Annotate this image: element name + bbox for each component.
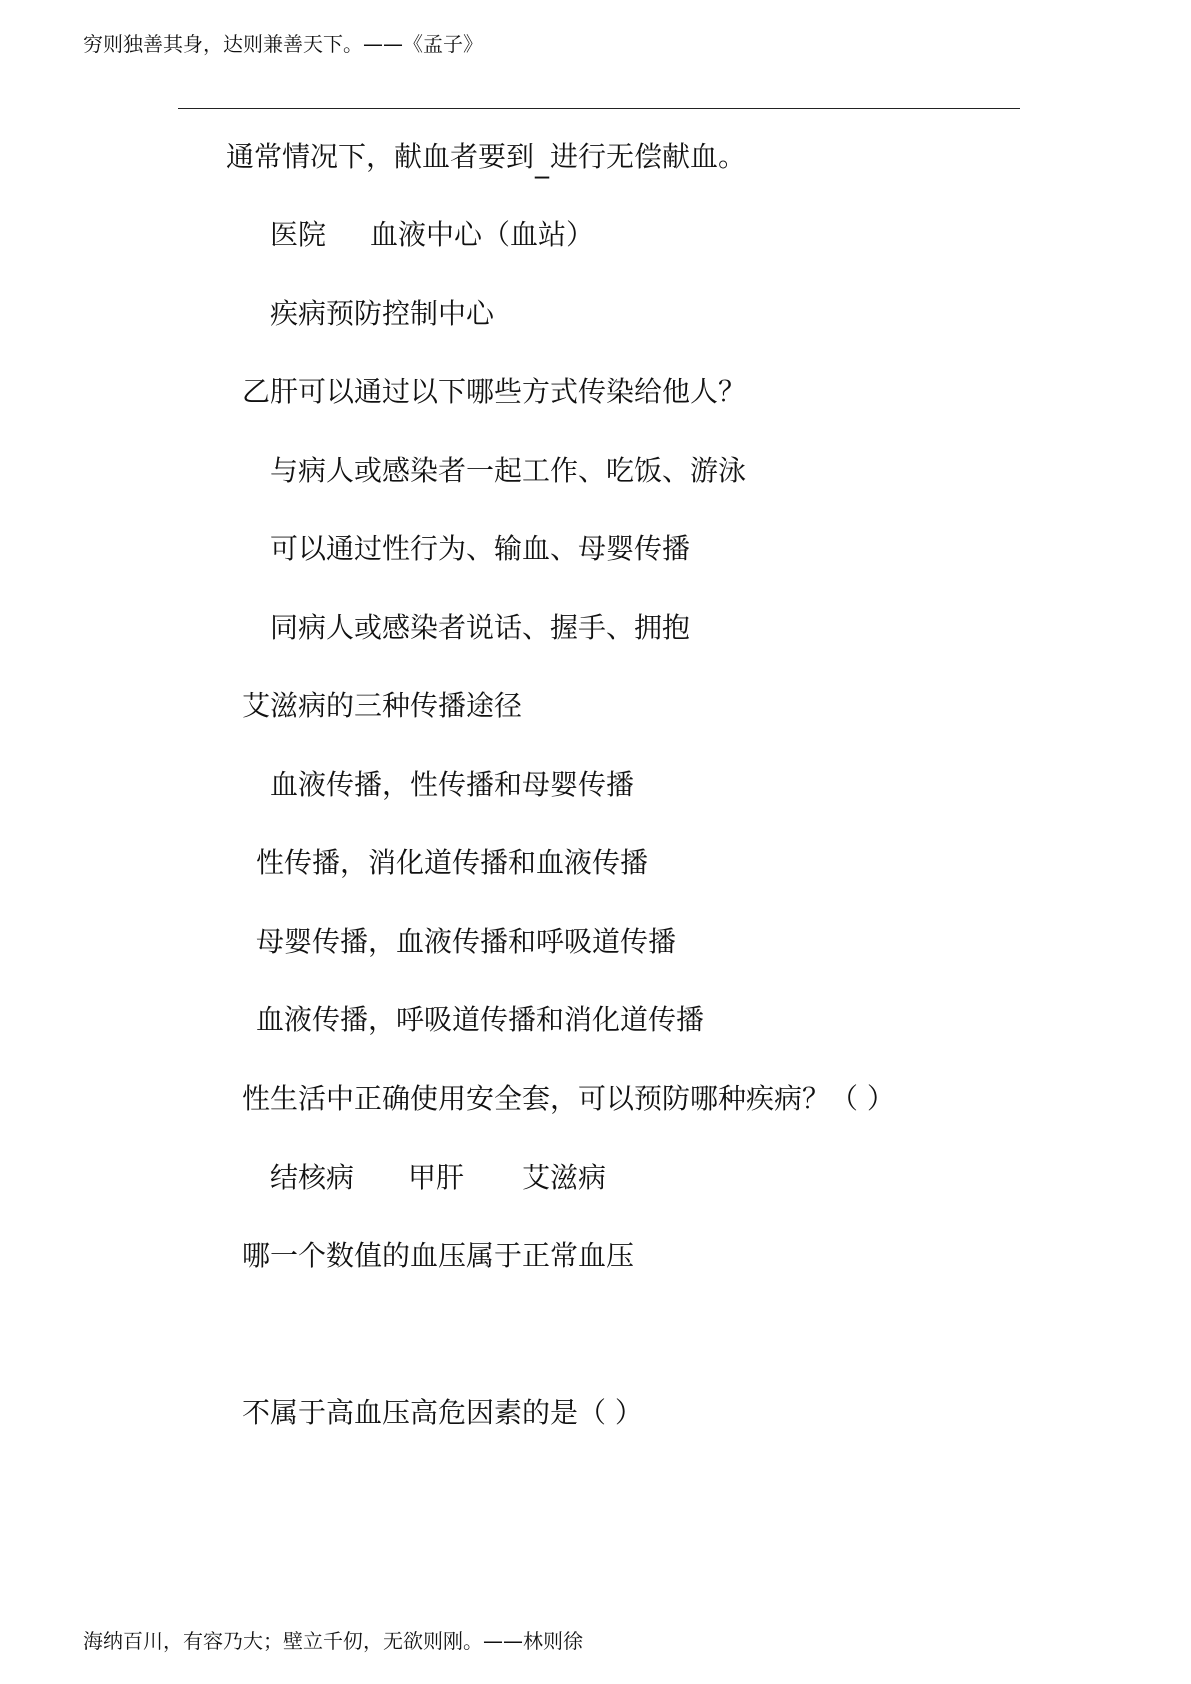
question-3-option-c: 母婴传播，血液传播和呼吸道传播 <box>256 925 677 958</box>
question-1-stem-after: 进行无偿献血。 <box>550 140 747 173</box>
question-2-option-c: 同病人或感染者说话、握手、拥抱 <box>270 611 691 644</box>
question-4-option-b: 甲肝 <box>408 1161 465 1194</box>
question-4-options-row <box>270 1160 606 1196</box>
question-1-stem <box>226 139 747 179</box>
header-quote: 穷则独善其身，达则兼善天下。——《孟子》 <box>83 32 483 56</box>
question-4-option-a: 结核病 <box>270 1161 355 1194</box>
question-2-stem: 乙肝可以通过以下哪些方式传染给他人？ <box>242 375 747 408</box>
question-1-option-b: 血液中心（血站） <box>370 218 595 251</box>
question-4-option-c: 艾滋病 <box>522 1161 607 1194</box>
question-3-option-b: 性传播，消化道传播和血液传播 <box>256 846 649 879</box>
question-1-option-a: 医院 <box>270 218 327 251</box>
question-4-stem: 性生活中正确使用安全套，可以预防哪种疾病？（ ） <box>242 1082 895 1115</box>
question-5-stem: 哪一个数值的血压属于正常血压 <box>242 1239 635 1272</box>
question-2-option-b: 可以通过性行为、输血、母婴传播 <box>270 532 691 565</box>
question-3-option-a: 血液传播，性传播和母婴传播 <box>270 768 635 801</box>
question-2-option-a: 与病人或感染者一起工作、吃饭、游泳 <box>270 454 747 487</box>
footer-quote: 海纳百川，有容乃大；壁立千仞，无欲则刚。——林则徐 <box>83 1629 583 1653</box>
header-divider <box>178 108 1020 109</box>
question-6-stem: 不属于高血压高危因素的是（ ） <box>242 1396 643 1429</box>
question-1-stem-before: 通常情况下，献血者要到 <box>226 140 535 173</box>
question-3-stem: 艾滋病的三种传播途径 <box>242 689 523 722</box>
question-1-blank: _ <box>535 146 550 179</box>
question-1-options-row <box>270 217 594 253</box>
question-3-option-d: 血液传播，呼吸道传播和消化道传播 <box>256 1003 705 1036</box>
question-1-option-c: 疾病预防控制中心 <box>270 297 495 330</box>
